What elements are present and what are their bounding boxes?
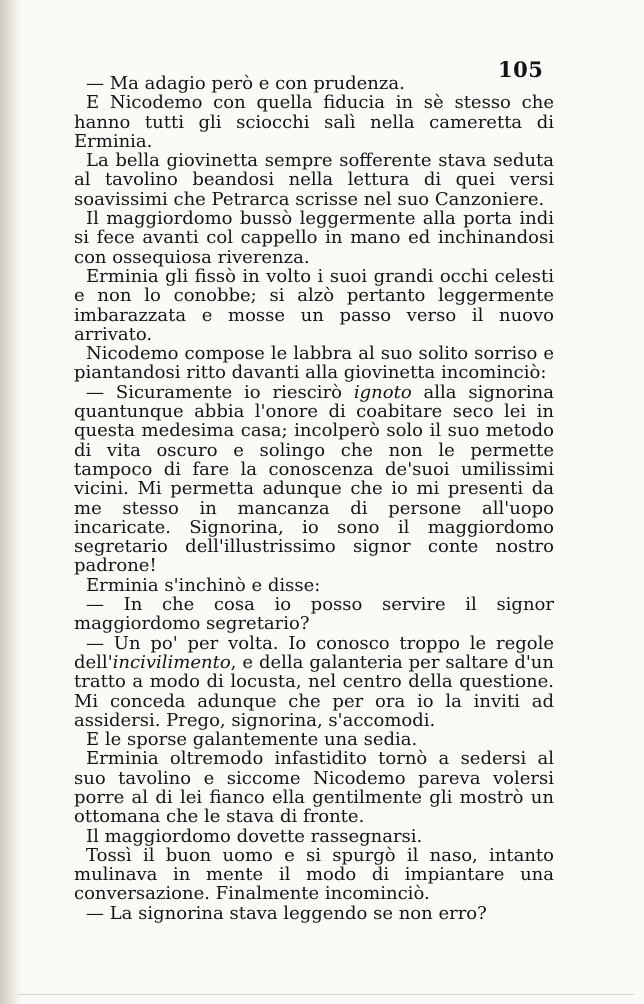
paragraph bbox=[74, 634, 554, 730]
paragraph: Erminia s'inchinò e disse: bbox=[86, 574, 321, 596]
paragraph: — In che cosa io posso servire il signor maggiordomo segretario? bbox=[74, 594, 554, 635]
text-run: alla signorina quantunque abbia l'onore di coabitare seco lei in questa medesima casa; incolperò solo il suo metodo di vita oscuro e solingo che non le permette tampoco di fare la conoscenza de'suoi umilissimi vicini. Mi permetta adunque che io mi presenti da me stesso in mancanza di persone all'uopo incaricate. Signorina, io sono il maggiordomo segretario dell'illustrissimo signor conte nostro padrone! bbox=[74, 381, 554, 577]
paragraph: Il maggiordomo bussò leggermente alla porta indi si fece avanti col cappello in mano ed inchinandosi con ossequiosa riverenza. bbox=[74, 208, 554, 268]
paragraph: Erminia gli fissò in volto i suoi grandi occhi celesti e non lo conobbe; si alzò pertanto leggermente imbarazzata e mosse un passo verso il nuovo arrivato. bbox=[74, 265, 554, 345]
italic-word: ignoto bbox=[353, 381, 412, 403]
text-run: — Sicuramente io riescirò bbox=[86, 381, 354, 403]
paragraph: Nicodemo compose le labbra al suo solito sorriso e piantandosi ritto davanti alla giovinetta incominciò: bbox=[74, 343, 554, 384]
paragraph: — Ma adagio però e con prudenza. bbox=[86, 73, 405, 94]
page-edge-line bbox=[18, 994, 634, 995]
text-run: — Un po' per volta. Io conosco troppo le regole dell' bbox=[74, 632, 554, 673]
text-run: , e della galanteria per saltare d'un tratto a modo di locusta, nel centro della questione. Mi conceda adunque che per ora io la inviti ad assidersi. Prego, signorina, s'accomodi. bbox=[74, 651, 554, 731]
paragraph: Tossì il buon uomo e si spurgò il naso, intanto mulinava in mente il modo di impiantare una conversazione. Finalmente incominciò. bbox=[74, 844, 554, 905]
paragraph: La bella giovinetta sempre sofferente stava seduta al tavolino beandosi nella lettura di quei versi soavissimi che Petrarca scrisse nel suo Canzoniere. bbox=[74, 150, 554, 210]
paragraph: E le sporse galantemente una sedia. bbox=[86, 729, 418, 751]
paragraph bbox=[74, 383, 554, 576]
paragraph: Il maggiordomo dovette rassegnarsi. bbox=[86, 825, 423, 847]
page-binding-shadow bbox=[0, 0, 22, 1004]
body-text bbox=[74, 74, 554, 923]
paragraph: Erminia oltremodo infastidito tornò a sedersi al suo tavolino e siccome Nicodemo pareva volersi porre al di lei fianco ella gentilmente gli mostrò un ottomana che le stava di fronte. bbox=[74, 748, 554, 828]
page-number: 105 bbox=[498, 57, 544, 82]
italic-word: incivilimento bbox=[112, 651, 231, 673]
paragraph: E Nicodemo con quella fiducia in sè stesso che hanno tutti gli sciocchi salì nella cameretta di Erminia. bbox=[74, 92, 554, 152]
paragraph: — La signorina stava leggendo se non erro? bbox=[86, 902, 487, 924]
